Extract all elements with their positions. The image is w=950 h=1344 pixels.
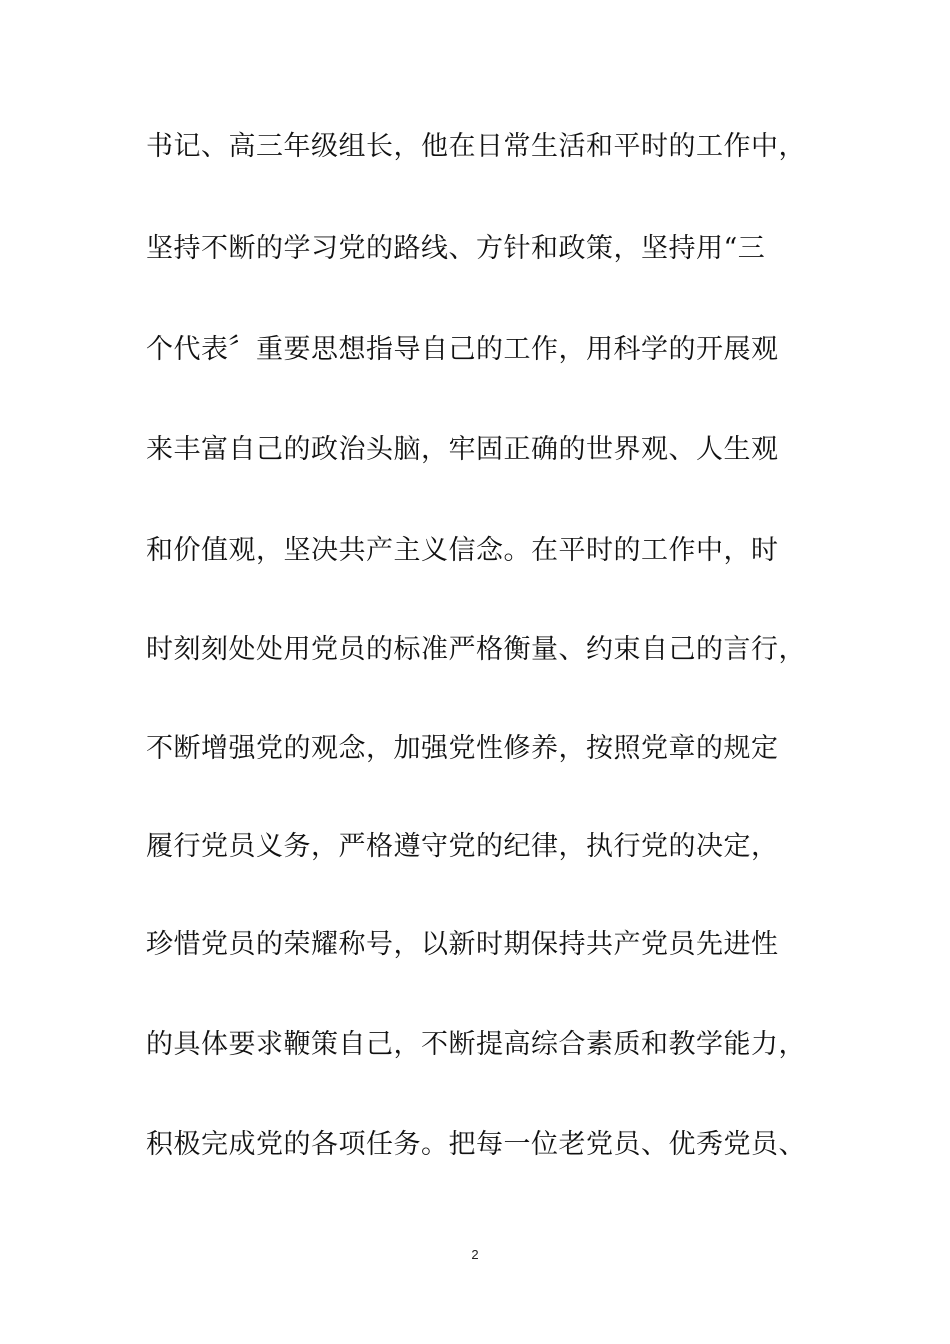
body-text-line: 坚持不断的学习党的路线、方针和政策，坚持用“三 — [146, 233, 766, 264]
body-text-line: 来丰富自己的政治头脑，牢固正确的世界观、人生观 — [146, 434, 779, 465]
body-text-line: 书记、高三年级组长，他在日常生活和平时的工作中， — [146, 131, 806, 162]
body-text-line: 和价值观，坚决共产主义信念。在平时的工作中，时 — [146, 535, 779, 566]
body-text-line: 珍惜党员的荣耀称号，以新时期保持共产党员先进性 — [146, 929, 779, 960]
body-text-line: 的具体要求鞭策自己，不断提高综合素质和教学能力， — [146, 1029, 806, 1060]
page-number: 2 — [471, 1247, 479, 1262]
body-text-line: 时刻刻处处用党员的标准严格衡量、约束自己的言行， — [146, 634, 806, 665]
body-text-line: 积极完成党的各项任务。把每一位老党员、优秀党员、 — [146, 1129, 806, 1160]
body-text-line: 履行党员义务，严格遵守党的纪律，执行党的决定， — [146, 831, 779, 862]
body-text-line: 个代表〞重要思想指导自己的工作，用科学的开展观 — [146, 334, 779, 365]
body-text-line: 不断增强党的观念，加强党性修养，按照党章的规定 — [146, 733, 779, 764]
